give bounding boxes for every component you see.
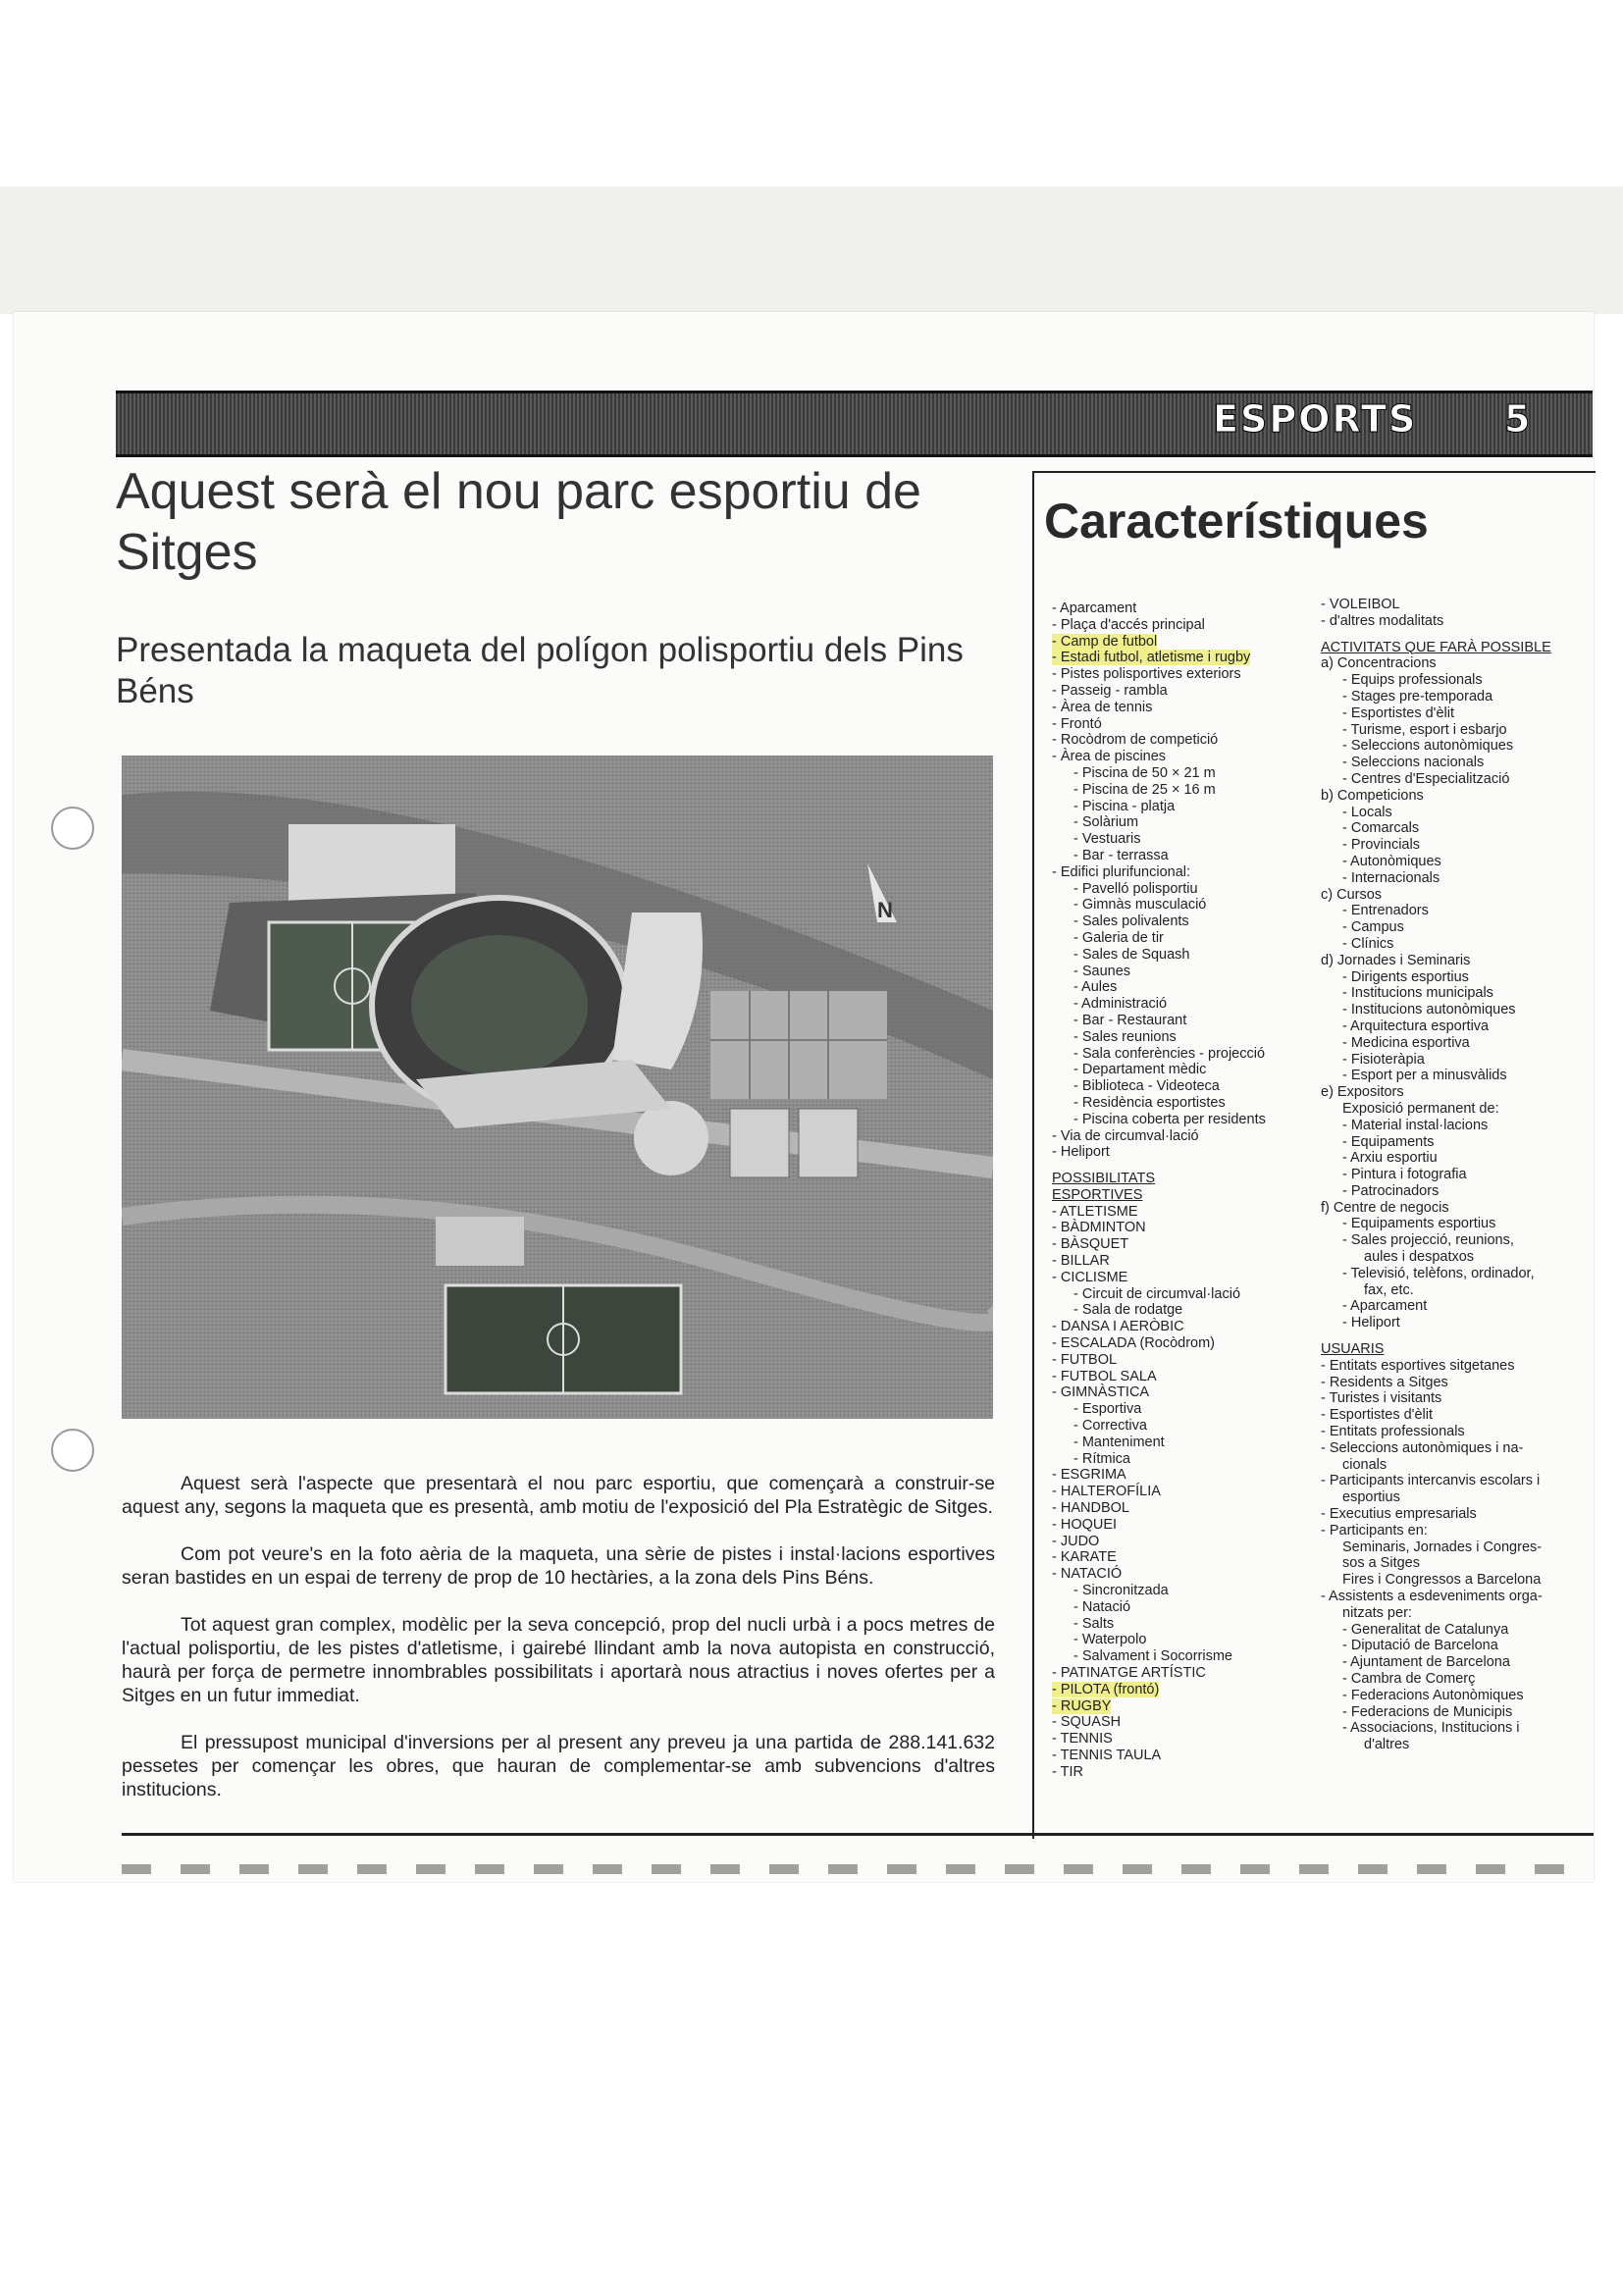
sidebar-column-activities bbox=[1321, 597, 1588, 1753]
sidebar-list-item bbox=[1052, 650, 1309, 666]
sidebar-list-item: - Institucions autonòmiques bbox=[1342, 1002, 1516, 1018]
sidebar-list-item: - Participants intercanvis escolars i bbox=[1321, 1473, 1541, 1489]
sidebar-list-item: - VOLEIBOL bbox=[1321, 597, 1400, 612]
sidebar-list-item bbox=[1052, 1682, 1309, 1698]
sidebar-list-item: aules i despatxos bbox=[1364, 1249, 1475, 1266]
sidebar-list-item: esportius bbox=[1342, 1489, 1400, 1506]
sidebar-list-item: - Frontó bbox=[1052, 715, 1102, 732]
sidebar-list-item: - Institucions municipals bbox=[1342, 985, 1493, 1002]
sidebar-list-item bbox=[1052, 1171, 1309, 1187]
sidebar-list-item: - Pistes polisportives exteriors bbox=[1052, 666, 1241, 683]
sidebar-list-item: - Material instal·lacions bbox=[1342, 1117, 1489, 1133]
sidebar-list-item: - Via de circumval·lació bbox=[1052, 1127, 1199, 1144]
sidebar-list-item: Fires i Congressos a Barcelona bbox=[1342, 1572, 1542, 1589]
sidebar-list-item: - Turistes i visitants bbox=[1321, 1390, 1442, 1407]
north-arrow-label: N bbox=[877, 898, 893, 922]
sidebar-list-item: - Plaça d'accés principal bbox=[1052, 616, 1205, 633]
sidebar-list-item: - Participants en: bbox=[1321, 1522, 1428, 1539]
sidebar-list-item: - Sales de Squash bbox=[1073, 946, 1190, 963]
sidebar-list-item bbox=[1052, 634, 1309, 651]
next-page-bleed bbox=[122, 1864, 1594, 1874]
sidebar-list-item: - NATACIÓ bbox=[1052, 1566, 1123, 1583]
section-heading: ACTIVITATS QUE FARÀ POSSIBLE bbox=[1321, 639, 1551, 655]
sidebar-list-item: - Aparcament bbox=[1052, 600, 1137, 616]
sidebar-list-item: - Edifici plurifuncional: bbox=[1052, 863, 1191, 880]
sidebar-list-item: a) Concentracions bbox=[1321, 655, 1437, 672]
sidebar-list-item: - BÀDMINTON bbox=[1052, 1220, 1146, 1236]
sidebar-list-item: - Circuit de circumval·lació bbox=[1073, 1285, 1241, 1302]
article-paragraph: Tot aquest gran complex, modèlic per la seva concepció, prop del nucli urbà i a pocs metres de l'actual polisportiu, de les pistes d'atletisme, i gairebé llindant amb la nova autopista en construcció, haurà per força de permetre innombrables possibilitats i aportarà nous atractius i noves ofertes per a Sitges en un futur immediat. bbox=[122, 1614, 995, 1706]
sidebar-list-item: - Rocòdrom de competició bbox=[1052, 732, 1219, 749]
article-body bbox=[122, 1472, 995, 1825]
bottom-rule bbox=[122, 1833, 1594, 1836]
sidebar-list-item: - Sales projecció, reunions, bbox=[1342, 1232, 1514, 1249]
highlighted-text: - Camp de futbol bbox=[1052, 633, 1158, 650]
sidebar-list-item: - Sales reunions bbox=[1073, 1028, 1177, 1045]
sidebar-list-item: b) Competicions bbox=[1321, 787, 1424, 804]
binder-hole-icon bbox=[51, 1429, 94, 1472]
sidebar-list-item: - Dirigents esportius bbox=[1342, 968, 1469, 985]
sidebar-list-item: - Rítmica bbox=[1073, 1450, 1130, 1467]
sidebar-list-item: - Federacions Autonòmiques bbox=[1342, 1687, 1524, 1703]
sidebar-list-item: - Passeig - rambla bbox=[1052, 682, 1168, 699]
sidebar-list-item: - BILLAR bbox=[1052, 1253, 1110, 1270]
sidebar-list-item: - Gimnàs musculació bbox=[1073, 897, 1207, 913]
sidebar-list-item: - Piscina coberta per residents bbox=[1073, 1111, 1266, 1127]
sidebar-list-item: c) Cursos bbox=[1321, 886, 1383, 903]
sidebar-list-item: - DANSA I AERÒBIC bbox=[1052, 1319, 1184, 1335]
sidebar-list-item: - Comarcals bbox=[1342, 820, 1420, 837]
sidebar-list-item: - Esportistes d'èlit bbox=[1342, 704, 1454, 721]
sidebar-list-item: - Cambra de Comerç bbox=[1342, 1671, 1476, 1687]
sidebar-list-item: - Heliport bbox=[1342, 1315, 1400, 1331]
article-paragraph: El pressupost municipal d'inversions per al present any preveu ja una partida de 288.141.632 pessetes per començar les obres, que hauran de complementar-se amb subvencions d'altres institucions. bbox=[122, 1732, 995, 1800]
sidebar-title: Característiques bbox=[1044, 494, 1429, 548]
sidebar-list-item: - Equipaments bbox=[1342, 1133, 1435, 1150]
sidebar-list-item bbox=[1052, 1698, 1309, 1715]
sidebar-list-item: - HANDBOL bbox=[1052, 1500, 1129, 1517]
sidebar-list-item: - Correctiva bbox=[1073, 1418, 1147, 1435]
sidebar-list-item: - ATLETISME bbox=[1052, 1203, 1138, 1220]
sidebar-list-item: cionals bbox=[1342, 1456, 1387, 1473]
sidebar-list-item: - Campus bbox=[1342, 919, 1404, 936]
highlighted-text: - PILOTA (frontó) bbox=[1052, 1681, 1160, 1697]
highlighted-text: - RUGBY bbox=[1052, 1697, 1112, 1714]
sidebar-list-item: - Administració bbox=[1073, 996, 1168, 1013]
sidebar-list-item bbox=[1052, 1161, 1309, 1171]
sidebar-list-item: - ESGRIMA bbox=[1052, 1467, 1126, 1484]
sidebar-list-item: d'altres bbox=[1364, 1737, 1410, 1753]
sidebar-list-item: - Generalitat de Catalunya bbox=[1342, 1621, 1509, 1638]
sidebar-list-item: - Internacionals bbox=[1342, 869, 1440, 886]
sidebar-list-item: - Pintura i fotografia bbox=[1342, 1167, 1467, 1183]
sidebar-list-item bbox=[1321, 1341, 1588, 1358]
sidebar-list-item: - Fisioteràpia bbox=[1342, 1051, 1425, 1068]
sidebar-list-item: - Executius empresarials bbox=[1321, 1506, 1477, 1523]
sidebar-list-item: - Assistents a esdeveniments orga- bbox=[1321, 1589, 1543, 1605]
sidebar-list-item: sos a Sitges bbox=[1342, 1555, 1420, 1572]
sidebar-list-item: - Entitats esportives sitgetanes bbox=[1321, 1357, 1515, 1374]
sidebar-list-item: Exposició permanent de: bbox=[1342, 1100, 1499, 1117]
sidebar-list-item: - Sala conferències - projecció bbox=[1073, 1045, 1266, 1062]
sidebar-list-item: e) Expositors bbox=[1321, 1084, 1404, 1101]
article-paragraph: Com pot veure's en la foto aèria de la maqueta, una sèrie de pistes i instal·lacions esportives seran bastides en un espai de terreny de prop de 10 hectàries, a la zona dels Pins Béns. bbox=[122, 1543, 995, 1589]
sidebar-list-item: - Salvament i Socorrisme bbox=[1073, 1648, 1232, 1665]
sidebar-list-item: d) Jornades i Seminaris bbox=[1321, 952, 1471, 968]
section-heading: ESPORTIVES bbox=[1052, 1186, 1143, 1203]
sidebar-list-item: - Solàrium bbox=[1073, 814, 1139, 831]
sidebar-list-item: - Esport per a minusvàlids bbox=[1342, 1068, 1507, 1084]
sidebar-list-item: - Piscina de 50 × 21 m bbox=[1073, 764, 1216, 781]
sidebar-list-item: - JUDO bbox=[1052, 1533, 1100, 1549]
sidebar-list-item: - Biblioteca - Videoteca bbox=[1073, 1078, 1220, 1095]
sidebar-list-item: - Televisió, telèfons, ordinador, bbox=[1342, 1265, 1535, 1281]
sidebar-list-item: - Bar - terrassa bbox=[1073, 847, 1169, 863]
sidebar-list-item: - Natació bbox=[1073, 1598, 1131, 1615]
sidebar-list-item: - Autonòmiques bbox=[1342, 853, 1441, 869]
aerial-model-illustration bbox=[122, 756, 993, 1419]
sidebar-list-item: - Bar - Restaurant bbox=[1073, 1012, 1187, 1028]
sidebar-list-item: - TENNIS TAULA bbox=[1052, 1747, 1162, 1763]
sidebar-list-item: - Heliport bbox=[1052, 1144, 1110, 1161]
article-headline: Aquest serà el nou parc esportiu de Sitges bbox=[116, 463, 921, 581]
sidebar-list-item: f) Centre de negocis bbox=[1321, 1199, 1449, 1216]
sidebar-list-item bbox=[1321, 1331, 1588, 1341]
article-paragraph: Aquest serà l'aspecte que presentarà el nou parc esportiu, que començarà a construir-se aquest any, segons la maqueta que es presentà, amb motiu de l'exposició del Pla Estratègic de Sitges. bbox=[122, 1473, 995, 1518]
article-subheadline: Presentada la maqueta del polígon polisportiu dels Pins Béns bbox=[116, 631, 964, 710]
sidebar-list-item: - Entitats professionals bbox=[1321, 1424, 1465, 1440]
binder-hole-icon bbox=[51, 807, 94, 850]
aerial-model-photo bbox=[122, 756, 993, 1419]
sidebar-list-item: - Patrocinadors bbox=[1342, 1182, 1440, 1199]
sidebar-list-item: - KARATE bbox=[1052, 1549, 1117, 1566]
sidebar-list-item: - Turisme, esport i esbarjo bbox=[1342, 721, 1507, 738]
sidebar-list-item: - Galeria de tir bbox=[1073, 929, 1164, 946]
sidebar-list-item bbox=[1321, 630, 1588, 640]
sidebar-list-item: - Pavelló polisportiu bbox=[1073, 880, 1198, 897]
sidebar-list-item: - Sincronitzada bbox=[1073, 1583, 1169, 1599]
sidebar-list-item: - Salts bbox=[1073, 1615, 1115, 1632]
sidebar-list-item: - SQUASH bbox=[1052, 1714, 1122, 1731]
sidebar-list-item: - Provincials bbox=[1342, 837, 1420, 854]
section-header-bar bbox=[116, 391, 1593, 457]
sidebar-list-item: Seminaris, Jornades i Congres- bbox=[1342, 1539, 1543, 1555]
sidebar-list-item: - FUTBOL bbox=[1052, 1351, 1118, 1368]
sidebar-list-item: - Diputació de Barcelona bbox=[1342, 1638, 1498, 1654]
sidebar-list-item: - Stages pre-temporada bbox=[1342, 688, 1493, 704]
sidebar-list-item: - Associacions, Institucions i bbox=[1342, 1720, 1520, 1737]
sidebar-list-item: - Residents a Sitges bbox=[1321, 1374, 1448, 1390]
sidebar-list-item: - Seleccions autonòmiques i na- bbox=[1321, 1439, 1524, 1456]
sidebar-list-item: - Departament mèdic bbox=[1073, 1062, 1207, 1078]
section-heading: POSSIBILITATS bbox=[1052, 1171, 1156, 1187]
sidebar-list-item: - Piscina - platja bbox=[1073, 798, 1176, 814]
scan-top-band bbox=[0, 186, 1623, 314]
sidebar-list-item: - Esportiva bbox=[1073, 1401, 1142, 1418]
sidebar-list-item: - Àrea de piscines bbox=[1052, 749, 1167, 765]
sidebar-list-item: - TENNIS bbox=[1052, 1731, 1113, 1748]
sidebar-list-item: - Equipaments esportius bbox=[1342, 1216, 1496, 1232]
sidebar-list-item: nitzats per: bbox=[1342, 1604, 1412, 1621]
sidebar-list-item: - Equips professionals bbox=[1342, 672, 1483, 689]
sidebar-list-item: - Manteniment bbox=[1073, 1434, 1165, 1450]
sidebar-list-item: - Centres d'Especialització bbox=[1342, 770, 1510, 787]
sidebar-list-item: - Aparcament bbox=[1342, 1298, 1428, 1315]
sidebar-list-item: - FUTBOL SALA bbox=[1052, 1368, 1157, 1384]
sidebar-list-item: - d'altres modalitats bbox=[1321, 612, 1444, 629]
sidebar-list-item: - HALTEROFÍLIA bbox=[1052, 1484, 1161, 1500]
sidebar-list-item: - Federacions de Municipis bbox=[1342, 1703, 1513, 1720]
sidebar-list-item: - Sala de rodatge bbox=[1073, 1302, 1183, 1319]
sidebar-list-item: - Seleccions autonòmiques bbox=[1342, 738, 1514, 755]
sidebar-list-item: - Medicina esportiva bbox=[1342, 1034, 1470, 1051]
sidebar-list-item bbox=[1052, 1187, 1309, 1204]
sidebar-list-item: - Sales polivalents bbox=[1073, 913, 1189, 930]
sidebar-list-item: - Arxiu esportiu bbox=[1342, 1150, 1438, 1167]
sidebar-list-item: - BÀSQUET bbox=[1052, 1236, 1129, 1253]
sidebar-list-item bbox=[1321, 640, 1588, 656]
sidebar-list-item: - Piscina de 25 × 16 m bbox=[1073, 781, 1216, 798]
sidebar-list-item: - Locals bbox=[1342, 804, 1392, 820]
sidebar-list-item: - ESCALADA (Rocòdrom) bbox=[1052, 1335, 1215, 1352]
sidebar-list-item: - Ajuntament de Barcelona bbox=[1342, 1654, 1510, 1671]
sidebar-list-item: - Seleccions nacionals bbox=[1342, 755, 1485, 771]
sidebar-list-item: - Clínics bbox=[1342, 935, 1394, 952]
sidebar-list-item: - Vestuaris bbox=[1073, 831, 1141, 848]
sidebar-list-item: - TIR bbox=[1052, 1763, 1083, 1780]
highlighted-text: - Estadi futbol, atletisme i rugby bbox=[1052, 650, 1251, 666]
section-name: ESPORTS bbox=[1213, 397, 1418, 441]
sidebar-column-facilities bbox=[1052, 600, 1309, 1781]
sidebar-list-item: - GIMNÀSTICA bbox=[1052, 1384, 1150, 1401]
sidebar-list-item: - CICLISME bbox=[1052, 1269, 1128, 1285]
sidebar-list-item: fax, etc. bbox=[1364, 1281, 1414, 1298]
sidebar-list-item: - Residència esportistes bbox=[1073, 1094, 1226, 1111]
page-number: 5 bbox=[1504, 397, 1531, 441]
sidebar-list-item: - Esportistes d'èlit bbox=[1321, 1407, 1433, 1424]
sidebar-list-item: - PATINATGE ARTÍSTIC bbox=[1052, 1665, 1206, 1681]
sidebar-list-item: - Arquitectura esportiva bbox=[1342, 1018, 1490, 1034]
sidebar-list-item: - Waterpolo bbox=[1073, 1632, 1147, 1648]
sidebar-list-item: - Saunes bbox=[1073, 963, 1131, 979]
sidebar-list-item: - Àrea de tennis bbox=[1052, 699, 1153, 715]
section-heading: USUARIS bbox=[1321, 1341, 1385, 1358]
sidebar-list-item: - Entrenadors bbox=[1342, 903, 1429, 919]
sidebar-list-item: - HOQUEI bbox=[1052, 1516, 1118, 1533]
sidebar-list-item: - Aules bbox=[1073, 979, 1118, 996]
